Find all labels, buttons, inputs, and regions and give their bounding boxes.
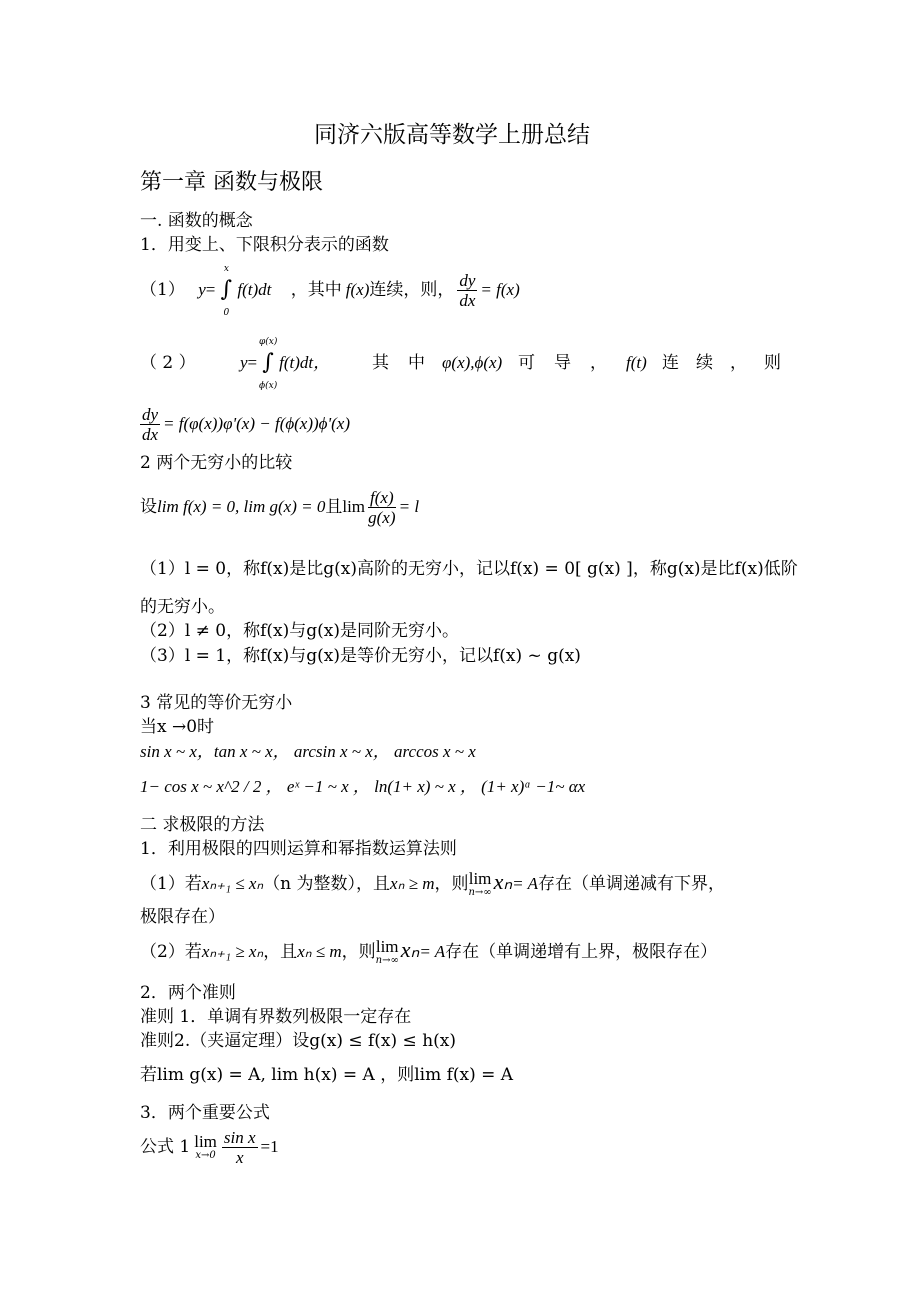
subsection-2-1: 1．利用极限的四则运算和幂指数运算法则	[140, 839, 457, 859]
rule-2: （2）若xₙ₊₁ ≥ xₙ，且xₙ ≤ m，则lim n→∞ xₙ= A存在（单调递增有上界，极限存在）	[140, 936, 718, 966]
comparison-definition: 设lim f(x) = 0, lim g(x) = 0且lim $\frac{f(x)}{g(x)}$ = l	[140, 488, 420, 527]
formula-lhs: y	[198, 280, 206, 299]
derivative-fraction: $\frac{dy}{dx}$	[459, 271, 476, 310]
subsection-1-1: 1．用变上、下限积分表示的函数	[140, 235, 389, 255]
case-3: （3）l = 1，称f(x)与g(x)是等价无穷小，记以f(x) ~ g(x)	[140, 646, 581, 666]
condition-line: 当x →0时	[140, 717, 215, 737]
integrand: f(t)dt，	[279, 353, 331, 372]
document-title: 同济六版高等数学上册总结	[314, 122, 590, 148]
function: f(t)	[626, 353, 647, 372]
subsection-1-2: 2 两个无穷小的比较	[140, 453, 293, 473]
subsection-1-3: 3 常见的等价无穷小	[140, 693, 293, 713]
section-heading-2: 二 求极限的方法	[140, 815, 265, 835]
integral-sign: x ∫ 0	[220, 263, 233, 318]
subsection-2-3: 3．两个重要公式	[140, 1103, 270, 1123]
case-1-cont: 的无穷小。	[140, 597, 225, 617]
formula-rhs: = f(φ(x))φ'(x) − f(ϕ(x))ϕ'(x)	[163, 414, 350, 433]
case-1: （1）l = 0，称f(x)是比g(x)高阶的无穷小，记以f(x) = 0[ g(x) ]，称g(x)是比f(x)低阶	[140, 559, 798, 579]
text: ，	[730, 353, 747, 373]
text: 导	[554, 353, 571, 373]
formula-lhs: y	[240, 353, 248, 372]
criterion-2: 准则2.（夹逼定理）设g(x) ≤ f(x) ≤ h(x)	[140, 1031, 457, 1051]
text: ，其中	[290, 280, 342, 300]
integrand: f(t)dt	[237, 280, 272, 299]
text: 可	[518, 353, 535, 373]
equivalence-line-2: 1− cos x ~ x^2 / 2 ， eˣ −1 ~ x ， ln(1+ x) ~ x ， (1+ x)ᵅ −1~ αx	[140, 777, 586, 796]
criterion-2-cont: 若lim g(x) = A, lim h(x) = A ，则lim f(x) = A	[140, 1065, 514, 1085]
functions: φ(x),ϕ(x)	[442, 353, 503, 372]
item-number: （ 2 ）	[140, 353, 196, 373]
rule-1-cont: 极限存在）	[140, 907, 225, 927]
text: 连	[662, 353, 679, 373]
formula-item-2: （ 2 ） y= φ(x) ∫ ϕ(x) f(t)dt， 其 中 φ(x),ϕ(x) 可 导 ， f(t) 连 续 ， 则	[140, 336, 781, 391]
case-2: （2）l ≠ 0，称f(x)与g(x)是同阶无穷小。	[140, 621, 459, 641]
text: 连续，则，	[369, 280, 455, 300]
formula-rhs: = f(x)	[480, 280, 520, 299]
formula-1: 公式 1 lim x→0 $\frac{\text{sin x}}{x}$ =1	[140, 1128, 279, 1167]
item-number: （1）	[140, 280, 185, 300]
chapter-heading: 第一章 函数与极限	[140, 170, 323, 195]
text: 续	[696, 353, 713, 373]
equivalence-line-1: sin x ~ x，tan x ~ x， arcsin x ~ x， arccos x ~ x	[140, 742, 476, 761]
subsection-2-2: 2．两个准则	[140, 983, 236, 1003]
criterion-1: 准则 1．单调有界数列极限一定存在	[140, 1007, 412, 1027]
rule-1: （1）若xₙ₊₁ ≤ xₙ（n 为整数），且xₙ ≥ m，则lim n→∞ xₙ= A存在（单调递减有下界，	[140, 868, 725, 898]
section-heading-1: 一. 函数的概念	[140, 211, 253, 231]
function: f(x)	[345, 280, 370, 299]
derivative-fraction: $\frac{dy}{dx}$	[142, 405, 159, 444]
formula-item-2-result	[140, 402, 350, 446]
integral-sign: φ(x) ∫ ϕ(x)	[258, 336, 278, 391]
text: ，	[590, 353, 607, 373]
formula-item-1: （1） y= x ∫ 0 f(t)dt ，其中 f(x)连续，则， $\frac{dy}{dx}$ = f(x)	[140, 263, 520, 318]
text: 中	[408, 353, 425, 373]
text: 其	[372, 353, 389, 373]
text: 则	[764, 353, 781, 373]
